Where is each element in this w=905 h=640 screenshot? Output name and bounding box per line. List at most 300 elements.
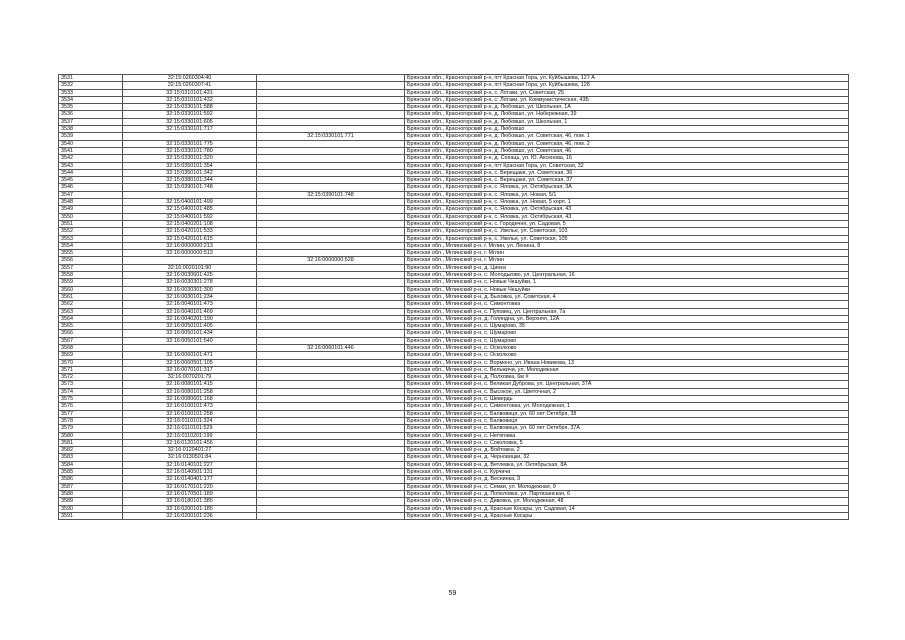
address-cell: Брянская обл., Красногорский р-н, с. Увелье, ул. Советская, 103: [405, 228, 849, 235]
address-cell: Брянская обл., Мглинский р-н, д. Голяндна, ул. Верхняя, 12А: [405, 315, 849, 322]
row-number-cell: 3534: [59, 96, 123, 103]
row-number-cell: 3581: [59, 439, 123, 446]
address-cell: Брянская обл., Мглинский р-н, с. Шумарово, 35: [405, 323, 849, 330]
cadastral-number-alt-cell: 32:15:0330101:771: [257, 133, 405, 140]
cadastral-number-cell: 32:15:0330101:320: [123, 155, 257, 162]
address-cell: Брянская обл., Красногорский р-н, д. Любовшо, ул. Школьная, 1А: [405, 104, 849, 111]
table-row: [59, 461, 849, 468]
cadastral-number-cell: 32:16:0110201:199: [123, 432, 257, 439]
cadastral-number-cell: 32:15:0400101:499: [123, 199, 257, 206]
cadastral-number-alt-cell: [257, 425, 405, 432]
cadastral-number-alt-cell: [257, 177, 405, 184]
row-number-cell: 3572: [59, 374, 123, 381]
cadastral-number-alt-cell: [257, 505, 405, 512]
cadastral-number-cell: 32:16:0080601:168: [123, 396, 257, 403]
cadastral-number-cell: 32:15:0350101:354: [123, 162, 257, 169]
table-row: [59, 257, 849, 264]
cadastral-number-cell: 32:15:0310101:431: [123, 89, 257, 96]
table-row: [59, 330, 849, 337]
cadastral-number-cell: 32:16:0030301:300: [123, 286, 257, 293]
cadastral-number-alt-cell: [257, 432, 405, 439]
row-number-cell: 3565: [59, 323, 123, 330]
table-row: [59, 396, 849, 403]
address-cell: Брянская обл., Мглинский р-н, д. Красные Косары: [405, 512, 849, 519]
cadastral-number-alt-cell: [257, 184, 405, 191]
row-number-cell: 3579: [59, 425, 123, 432]
cadastral-number-alt-cell: [257, 199, 405, 206]
row-number-cell: 3588: [59, 490, 123, 497]
cadastral-number-alt-cell: [257, 308, 405, 315]
row-number-cell: 3554: [59, 242, 123, 249]
cadastral-number-cell: 32:15:0420101:533: [123, 228, 257, 235]
cadastral-number-cell: 32:15:0390101:748: [123, 184, 257, 191]
table-row: [59, 177, 849, 184]
row-number-cell: 3552: [59, 228, 123, 235]
address-cell: Брянская обл., Красногорский р-н, с. Увелье, ул. Советская, 105: [405, 235, 849, 242]
cadastral-number-alt-cell: [257, 111, 405, 118]
cadastral-number-cell: 32:15:0330101:605: [123, 118, 257, 125]
row-number-cell: 3542: [59, 155, 123, 162]
row-number-cell: 3575: [59, 396, 123, 403]
cadastral-number-alt-cell: [257, 323, 405, 330]
cadastral-number-cell: 32:16:0040101:469: [123, 308, 257, 315]
address-cell: Брянская обл., Красногорский р-н, с. Яловка, ул. Октябрьская, 43: [405, 213, 849, 220]
row-number-cell: 3548: [59, 199, 123, 206]
row-number-cell: 3562: [59, 301, 123, 308]
address-cell: Брянская обл., Красногорский р-н, пгт Красная Гора, ул. Куйбышева, 128: [405, 82, 849, 89]
table-row: [59, 220, 849, 227]
table-row: [59, 388, 849, 395]
address-cell: Брянская обл., Красногорский р-н, с. Лотаки, ул. Советская, 25: [405, 89, 849, 96]
table-row: [59, 301, 849, 308]
table-row: [59, 155, 849, 162]
table-row: [59, 308, 849, 315]
table-row: [59, 75, 849, 82]
cadastral-number-cell: 32:16:0000000:513: [123, 250, 257, 257]
row-number-cell: 3583: [59, 454, 123, 461]
cadastral-number-cell: 32:16:0050101:405: [123, 323, 257, 330]
address-cell: Брянская обл., Красногорский р-н, с. Верещаки, ул. Советская, 37: [405, 177, 849, 184]
table-row: [59, 118, 849, 125]
cadastral-number-cell: 32:16:0140101:227: [123, 461, 257, 468]
row-number-cell: 3532: [59, 82, 123, 89]
row-number-cell: 3540: [59, 140, 123, 147]
table-row: [59, 228, 849, 235]
row-number-cell: 3537: [59, 118, 123, 125]
table-row: [59, 432, 849, 439]
row-number-cell: 3573: [59, 381, 123, 388]
row-number-cell: 3558: [59, 272, 123, 279]
address-cell: Брянская обл., Красногорский р-н, д. Любовшо: [405, 126, 849, 133]
table-row: [59, 147, 849, 154]
cadastral-number-alt-cell: [257, 447, 405, 454]
cadastral-number-alt-cell: [257, 315, 405, 322]
address-cell: Брянская обл., Мглинский р-н, с. Новые Чешуйки, 1: [405, 279, 849, 286]
cadastral-number-alt-cell: [257, 140, 405, 147]
cadastral-number-cell: 32:15:0400201:108: [123, 220, 257, 227]
address-cell: Брянская обл., Мглинский р-н, д. Красные Косары, ул. Садовая, 14: [405, 505, 849, 512]
table-row: [59, 104, 849, 111]
cadastral-number-alt-cell: [257, 272, 405, 279]
table-row: [59, 199, 849, 206]
table-row: [59, 89, 849, 96]
cadastral-number-alt-cell: [257, 512, 405, 519]
address-cell: Брянская обл., Мглинский р-н, г. Мглин: [405, 257, 849, 264]
cadastral-number-alt-cell: [257, 476, 405, 483]
table-row: [59, 447, 849, 454]
cadastral-number-cell: 32:16:0140401:177: [123, 476, 257, 483]
table-row: [59, 498, 849, 505]
address-cell: Брянская обл., Мглинский р-н, д. Полховка, 6м #: [405, 374, 849, 381]
cadastral-number-cell: [123, 257, 257, 264]
cadastral-number-cell: 32:16:0050101:540: [123, 337, 257, 344]
table-row: [59, 381, 849, 388]
address-cell: Брянская обл., Мглинский р-н, д. Веснинка, 3: [405, 476, 849, 483]
table-row: [59, 505, 849, 512]
cadastral-number-alt-cell: [257, 366, 405, 373]
row-number-cell: 3582: [59, 447, 123, 454]
address-cell: Брянская обл., Мглинский р-н, г. Мглин: [405, 250, 849, 257]
address-cell: Брянская обл., Мглинский р-н, с. Высокое, ул. Цветочная, 2: [405, 388, 849, 395]
address-cell: Брянская обл., Мглинский р-н, с. Осколково: [405, 344, 849, 351]
row-number-cell: 3567: [59, 337, 123, 344]
table-row: [59, 425, 849, 432]
cadastral-number-cell: 32:16:0100101:258: [123, 410, 257, 417]
table-row: [59, 454, 849, 461]
row-number-cell: 3550: [59, 213, 123, 220]
address-cell: Брянская обл., Мглинский р-н, д. Войтовка, 2: [405, 447, 849, 454]
row-number-cell: 3560: [59, 286, 123, 293]
table-row: [59, 344, 849, 351]
table-row: [59, 272, 849, 279]
cadastral-number-cell: 32:16:0040101:473: [123, 301, 257, 308]
table-row: [59, 133, 849, 140]
cadastral-number-alt-cell: 32:16:0000000:528: [257, 257, 405, 264]
registry-table: [58, 74, 849, 520]
address-cell: Брянская обл., Красногорский р-н, д. Любовшо, ул. Советская, 46, пом. 1: [405, 133, 849, 140]
row-number-cell: 3574: [59, 388, 123, 395]
row-number-cell: 3535: [59, 104, 123, 111]
cadastral-number-alt-cell: [257, 388, 405, 395]
address-cell: Брянская обл., Мглинский р-н, с. Вормено, ул. Ивана Новикова, 13: [405, 359, 849, 366]
row-number-cell: 3531: [59, 75, 123, 82]
cadastral-number-cell: 32:15:0330101:717: [123, 126, 257, 133]
cadastral-number-cell: 32:16:0030101:234: [123, 293, 257, 300]
row-number-cell: 3590: [59, 505, 123, 512]
cadastral-number-alt-cell: [257, 126, 405, 133]
cadastral-number-cell: 32:16:0200101:185: [123, 505, 257, 512]
address-cell: Брянская обл., Красногорский р-н, д. Сопаць, ул. Ю. Аксенова, 16: [405, 155, 849, 162]
cadastral-number-cell: 32:15:0400101:485: [123, 206, 257, 213]
address-cell: Брянская обл., Мглинский р-н, д. Черновицки, 32: [405, 454, 849, 461]
address-cell: Брянская обл., Мглинский р-н, г. Мглин, ул. Ленина, 8: [405, 242, 849, 249]
cadastral-number-cell: 32:16:0000000:213: [123, 242, 257, 249]
row-number-cell: 3571: [59, 366, 123, 373]
row-number-cell: 3564: [59, 315, 123, 322]
cadastral-number-alt-cell: [257, 403, 405, 410]
table-row: [59, 352, 849, 359]
row-number-cell: 3591: [59, 512, 123, 519]
address-cell: Брянская обл., Красногорский р-н, с. Яловка, ул. Октябрьская, 43: [405, 206, 849, 213]
cadastral-number-alt-cell: [257, 498, 405, 505]
cadastral-number-alt-cell: [257, 359, 405, 366]
cadastral-number-alt-cell: [257, 381, 405, 388]
cadastral-number-alt-cell: [257, 286, 405, 293]
table-row: [59, 490, 849, 497]
cadastral-number-cell: 32:15:0400101:592: [123, 213, 257, 220]
address-cell: Брянская обл., Мглинский р-н, д. Ветлевка, ул. Октябрьская, 8А: [405, 461, 849, 468]
cadastral-number-alt-cell: [257, 118, 405, 125]
cadastral-number-cell: 32:16:0060101:471: [123, 352, 257, 359]
address-cell: Брянская обл., Мглинский р-н, с. Балвовиця, ул. 60 лет Октября, 38: [405, 410, 849, 417]
table-row: [59, 366, 849, 373]
cadastral-number-cell: 32:16:0120401:27: [123, 447, 257, 454]
cadastral-number-cell: 32:15:0380101:344: [123, 177, 257, 184]
cadastral-number-alt-cell: [257, 206, 405, 213]
cadastral-number-cell: 32:16:0040201:190: [123, 315, 257, 322]
address-cell: Брянская обл., Мглинский р-н, с. Шумарово: [405, 330, 849, 337]
cadastral-number-alt-cell: [257, 82, 405, 89]
address-cell: Брянская обл., Красногорский р-н, д. Любовшо, ул. Советская, 46, пом. 2: [405, 140, 849, 147]
registry-table-body: [59, 75, 849, 520]
row-number-cell: 3569: [59, 352, 123, 359]
address-cell: Брянская обл., Красногорский р-н, с. Яловка, ул. Октябрьская, 3А: [405, 184, 849, 191]
cadastral-number-alt-cell: [257, 410, 405, 417]
address-cell: Брянская обл., Мглинский р-н, с. Осколково: [405, 352, 849, 359]
row-number-cell: 3553: [59, 235, 123, 242]
row-number-cell: 3568: [59, 344, 123, 351]
table-row: [59, 439, 849, 446]
address-cell: Брянская обл., Красногорский р-н, с. Яловка, ул. Новая, 5/1: [405, 191, 849, 198]
table-row: [59, 213, 849, 220]
row-number-cell: 3551: [59, 220, 123, 227]
cadastral-number-cell: 32:15:0330101:775: [123, 140, 257, 147]
cadastral-number-alt-cell: [257, 264, 405, 271]
address-cell: Брянская обл., Мглинский р-н, д. Цинка: [405, 264, 849, 271]
table-row: [59, 264, 849, 271]
cadastral-number-cell: 32:16:0080101:415: [123, 381, 257, 388]
cadastral-number-alt-cell: [257, 454, 405, 461]
cadastral-number-alt-cell: [257, 439, 405, 446]
cadastral-number-cell: 32:16:0170501:189: [123, 490, 257, 497]
address-cell: Брянская обл., Мглинский р-н, с. Соколовка, 5: [405, 439, 849, 446]
address-cell: Брянская обл., Мглинский р-н, с. Шумарово: [405, 337, 849, 344]
row-number-cell: 3533: [59, 89, 123, 96]
row-number-cell: 3555: [59, 250, 123, 257]
table-row: [59, 140, 849, 147]
table-row: [59, 96, 849, 103]
cadastral-number-alt-cell: [257, 96, 405, 103]
cadastral-number-cell: [123, 133, 257, 140]
cadastral-number-alt-cell: [257, 337, 405, 344]
address-cell: Брянская обл., Мглинский р-н, с. Симонтовка, ул. Молодежная, 1: [405, 403, 849, 410]
cadastral-number-alt-cell: [257, 220, 405, 227]
cadastral-number-cell: 32:15:0260304:40: [123, 75, 257, 82]
cadastral-number-alt-cell: [257, 213, 405, 220]
address-cell: Брянская обл., Мглинский р-н, с. Новые Чешуйки: [405, 286, 849, 293]
table-row: [59, 410, 849, 417]
table-row: [59, 476, 849, 483]
address-cell: Брянская обл., Красногорский р-н, пгт Красная Гора, ул. Советская, 32: [405, 162, 849, 169]
cadastral-number-cell: [123, 191, 257, 198]
address-cell: Брянская обл., Мглинский р-н, с. Вельжичи, ул. Молодежная: [405, 366, 849, 373]
cadastral-number-alt-cell: [257, 235, 405, 242]
cadastral-number-cell: 32:16:0080101:258: [123, 388, 257, 395]
cadastral-number-cell: 32:16:0050101:434: [123, 330, 257, 337]
cadastral-number-alt-cell: [257, 242, 405, 249]
cadastral-number-cell: 32:16:0200101:236: [123, 512, 257, 519]
row-number-cell: 3578: [59, 417, 123, 424]
cadastral-number-cell: 32:16:0020101:90: [123, 264, 257, 271]
cadastral-number-cell: 32:16:0130501:84: [123, 454, 257, 461]
table-row: [59, 184, 849, 191]
address-cell: Брянская обл., Мглинский р-н, д. Попеловка, ул. Партизанская, 6: [405, 490, 849, 497]
row-number-cell: 3549: [59, 206, 123, 213]
table-row: [59, 417, 849, 424]
table-row: [59, 359, 849, 366]
address-cell: Брянская обл., Мглинский р-н, д. Быховка, ул. Советская, 4: [405, 293, 849, 300]
address-cell: Брянская обл., Красногорский р-н, д. Любовшо, ул. Школьная, 1: [405, 118, 849, 125]
cadastral-number-cell: 32:16:0120101:456: [123, 439, 257, 446]
row-number-cell: 3589: [59, 498, 123, 505]
cadastral-number-cell: 32:16:0070201:79: [123, 374, 257, 381]
address-cell: Брянская обл., Мглинский р-н, с. Пуповец, ул. Центральная, 7а: [405, 308, 849, 315]
table-row: [59, 512, 849, 519]
table-row: [59, 293, 849, 300]
row-number-cell: 3566: [59, 330, 123, 337]
row-number-cell: 3561: [59, 293, 123, 300]
table-row: [59, 250, 849, 257]
cadastral-number-cell: 32:15:0330101:592: [123, 111, 257, 118]
cadastral-number-cell: 32:16:0170101:220: [123, 483, 257, 490]
table-row: [59, 111, 849, 118]
table-row: [59, 483, 849, 490]
row-number-cell: 3587: [59, 483, 123, 490]
row-number-cell: 3584: [59, 461, 123, 468]
cadastral-number-alt-cell: [257, 293, 405, 300]
cadastral-number-alt-cell: [257, 89, 405, 96]
address-cell: Брянская обл., Красногорский р-н, пгт Красная Гора, ул. Куйбышева, 127 А: [405, 75, 849, 82]
cadastral-number-alt-cell: [257, 469, 405, 476]
table-row: [59, 279, 849, 286]
address-cell: Брянская обл., Красногорский р-н, д. Любовшо, ул. Набережная, 39: [405, 111, 849, 118]
address-cell: Брянская обл., Мглинский р-н, с. Нетяговка: [405, 432, 849, 439]
row-number-cell: 3545: [59, 177, 123, 184]
row-number-cell: 3547: [59, 191, 123, 198]
row-number-cell: 3557: [59, 264, 123, 271]
cadastral-number-alt-cell: [257, 155, 405, 162]
cadastral-number-cell: 32:15:0310101:432: [123, 96, 257, 103]
table-row: [59, 235, 849, 242]
cadastral-number-alt-cell: [257, 301, 405, 308]
cadastral-number-alt-cell: [257, 352, 405, 359]
address-cell: Брянская обл., Мглинский р-н, с. Курчичи: [405, 469, 849, 476]
cadastral-number-cell: 32:16:0180101:385: [123, 498, 257, 505]
table-row: [59, 82, 849, 89]
cadastral-number-alt-cell: [257, 374, 405, 381]
cadastral-number-cell: 32:16:0140501:131: [123, 469, 257, 476]
row-number-cell: 3559: [59, 279, 123, 286]
cadastral-number-alt-cell: [257, 162, 405, 169]
address-cell: Брянская обл., Мглинский р-н, с. Молодьково, ул. Центральная, 16: [405, 272, 849, 279]
cadastral-number-alt-cell: [257, 396, 405, 403]
table-row: [59, 323, 849, 330]
address-cell: Брянская обл., Мглинский р-н, с. Симонтовка: [405, 301, 849, 308]
row-number-cell: 3538: [59, 126, 123, 133]
cadastral-number-alt-cell: [257, 169, 405, 176]
row-number-cell: 3543: [59, 162, 123, 169]
table-row: [59, 315, 849, 322]
cadastral-number-alt-cell: 32:15:0390101:748: [257, 191, 405, 198]
cadastral-number-alt-cell: 32:16:0060101:446: [257, 344, 405, 351]
row-number-cell: 3586: [59, 476, 123, 483]
address-cell: Брянская обл., Мглинский р-н, с. Балвовиця, ул. 60 лет Октября, 37А: [405, 425, 849, 432]
cadastral-number-alt-cell: [257, 147, 405, 154]
row-number-cell: 3576: [59, 403, 123, 410]
address-cell: Брянская обл., Красногорский р-н, с. Верещаки, ул. Советская, 36: [405, 169, 849, 176]
cadastral-number-cell: 32:15:0260307:41: [123, 82, 257, 89]
row-number-cell: 3544: [59, 169, 123, 176]
cadastral-number-alt-cell: [257, 279, 405, 286]
row-number-cell: 3541: [59, 147, 123, 154]
table-row: [59, 337, 849, 344]
table-row: [59, 286, 849, 293]
address-cell: Брянская обл., Мглинский р-н, с. Дивовка, ул. Молодежная, 48: [405, 498, 849, 505]
address-cell: Брянская обл., Красногорский р-н, с. Яловка, ул. Новая, 5 корп. 1: [405, 199, 849, 206]
row-number-cell: 3556: [59, 257, 123, 264]
cadastral-number-alt-cell: [257, 490, 405, 497]
address-cell: Брянская обл., Красногорский р-н, д. Любовшо, ул. Советская, 46: [405, 147, 849, 154]
cadastral-number-cell: 32:16:0060501:105: [123, 359, 257, 366]
table-row: [59, 169, 849, 176]
cadastral-number-cell: 32:16:0110101:324: [123, 417, 257, 424]
address-cell: Брянская обл., Мглинский р-н, с. Великая Дуброва, ул. Центральная, 37А: [405, 381, 849, 388]
table-row: [59, 374, 849, 381]
cadastral-number-cell: 32:15:0350101:342: [123, 169, 257, 176]
cadastral-number-alt-cell: [257, 250, 405, 257]
cadastral-number-alt-cell: [257, 330, 405, 337]
row-number-cell: 3536: [59, 111, 123, 118]
cadastral-number-alt-cell: [257, 417, 405, 424]
address-cell: Брянская обл., Мглинский р-н, с. Семки, ул. Молодежная, 9: [405, 483, 849, 490]
cadastral-number-alt-cell: [257, 75, 405, 82]
cadastral-number-cell: 32:16:0070101:317: [123, 366, 257, 373]
address-cell: Брянская обл., Красногорский р-н, с. Городечня, ул. Садовая, 5: [405, 220, 849, 227]
cadastral-number-cell: 32:15:0330101:588: [123, 104, 257, 111]
row-number-cell: 3580: [59, 432, 123, 439]
address-cell: Брянская обл., Красногорский р-н, с. Лотаки, ул. Коммунистическая, 43Б: [405, 96, 849, 103]
cadastral-number-alt-cell: [257, 461, 405, 468]
table-row: [59, 126, 849, 133]
page-number: 59: [448, 590, 457, 597]
cadastral-number-cell: 32:15:0330101:780: [123, 147, 257, 154]
cadastral-number-alt-cell: [257, 483, 405, 490]
table-row: [59, 206, 849, 213]
row-number-cell: 3570: [59, 359, 123, 366]
row-number-cell: 3563: [59, 308, 123, 315]
table-row: [59, 469, 849, 476]
cadastral-number-cell: 32:16:0030301:278: [123, 279, 257, 286]
table-row: [59, 162, 849, 169]
address-cell: Брянская обл., Мглинский р-н, с. Балвовиця: [405, 417, 849, 424]
table-row: [59, 191, 849, 198]
cadastral-number-cell: 32:15:0420101:615: [123, 235, 257, 242]
address-cell: Брянская обл., Мглинский р-н, с. Шевердь: [405, 396, 849, 403]
cadastral-number-cell: 32:16:0110101:529: [123, 425, 257, 432]
cadastral-number-alt-cell: [257, 104, 405, 111]
cadastral-number-cell: 32:16:0100101:473: [123, 403, 257, 410]
cadastral-number-cell: [123, 344, 257, 351]
